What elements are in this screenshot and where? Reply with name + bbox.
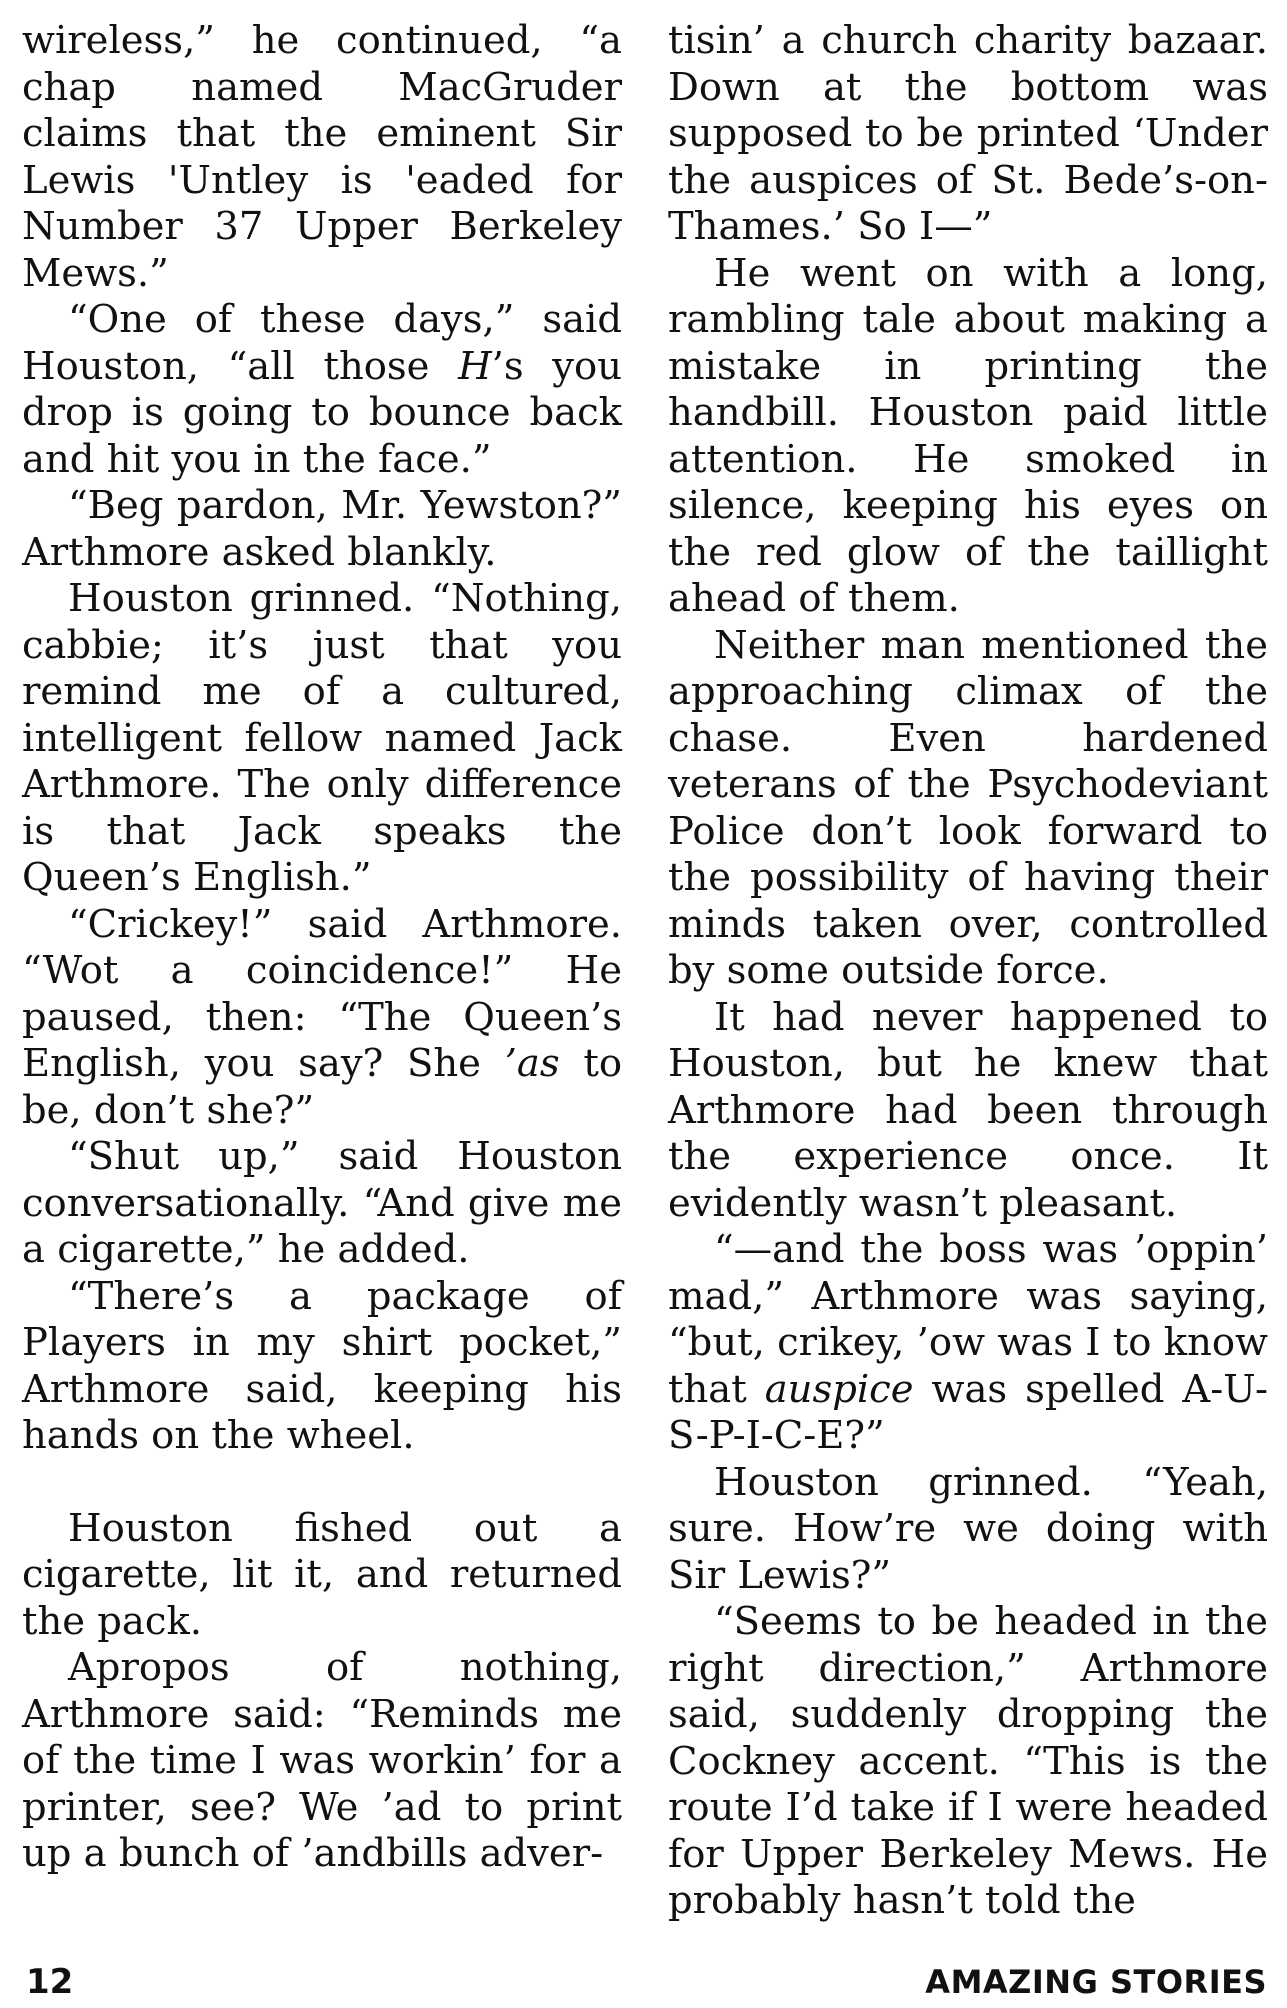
paragraph: Neither man mentioned the approaching climax of the chase. Even hardened veterans of the Psychodeviant Police don’t look forward to the possibility of having their minds taken over, controlled by some outside force. xyxy=(668,622,1268,993)
right-column xyxy=(668,18,1268,1925)
paragraph: Apropos of nothing, Arthmore said: “Reminds me of the time I was workin’ for a printer, see? We ’ad to print up a bunch of ’andbills adver- xyxy=(22,1645,622,1876)
paragraph: “Beg pardon, Mr. Yewston?” Arthmore asked blankly. xyxy=(22,483,622,575)
left-column xyxy=(22,18,622,1878)
paragraph: “Seems to be headed in the right direction,” Arthmore said, suddenly dropping the Cockney accent. “This is the route I’d take if I were headed for Upper Berkeley Mews. He probably hasn’t told the xyxy=(668,1599,1268,1923)
paragraph: tisin’ a church charity bazaar. Down at the bottom was supposed to be printed ‘Under the auspices of St. Bede’s-on-Thames.’ So I—” xyxy=(668,18,1268,249)
paragraph: It had never happened to Houston, but he knew that Arthmore had been through the experience once. It evidently wasn’t pleasant. xyxy=(668,994,1268,1226)
paragraph: “—and the boss was ’oppin’ mad,” Arthmore was saying, “but, crikey, ’ow was I to know that auspice was spelled A-U-S-P-I-C-E?” xyxy=(668,1227,1269,1458)
paragraph: Houston grinned. “Yeah, sure. How’re we doing with Sir Lewis?” xyxy=(668,1459,1268,1598)
paragraph: Houston grinned. “Nothing, cabbie; it’s just that you remind me of a cultured, intelligent fellow named Jack Arthmore. The only difference is that Jack speaks the Queen’s English.” xyxy=(22,576,622,900)
paragraph: “There’s a package of Players in my shirt pocket,” Arthmore said, keeping his hands on the wheel. xyxy=(22,1273,622,1458)
paragraph: “Crickey!” said Arthmore. “Wot a coincidence!” He paused, then: “The Queen’s English, you say? She ’as to be, don’t she?” xyxy=(22,901,623,1133)
paragraph: He went on with a long, rambling tale about making a mistake in printing the handbill. Houston paid little attention. He smoked in silence, keeping his eyes on the red glow of the taillight ahead of them. xyxy=(668,250,1268,621)
paragraph: Houston fished out a cigarette, lit it, and returned the pack. xyxy=(22,1505,622,1644)
paragraph: “One of these days,” said Houston, “all those H’s you drop is going to bounce back and hit you in the face.” xyxy=(22,297,622,482)
magazine-title: AMAZING STORIES xyxy=(925,1963,1267,2001)
paragraph: wireless,” he continued, “a chap named MacGruder claims that the eminent Sir Lewis 'Untley is 'eaded for Number 37 Upper Berkeley Mews.” xyxy=(22,18,622,296)
paragraph: “Shut up,” said Houston conversationally. “And give me a cigarette,” he added. xyxy=(22,1134,622,1272)
page-number: 12 xyxy=(26,1962,74,2002)
